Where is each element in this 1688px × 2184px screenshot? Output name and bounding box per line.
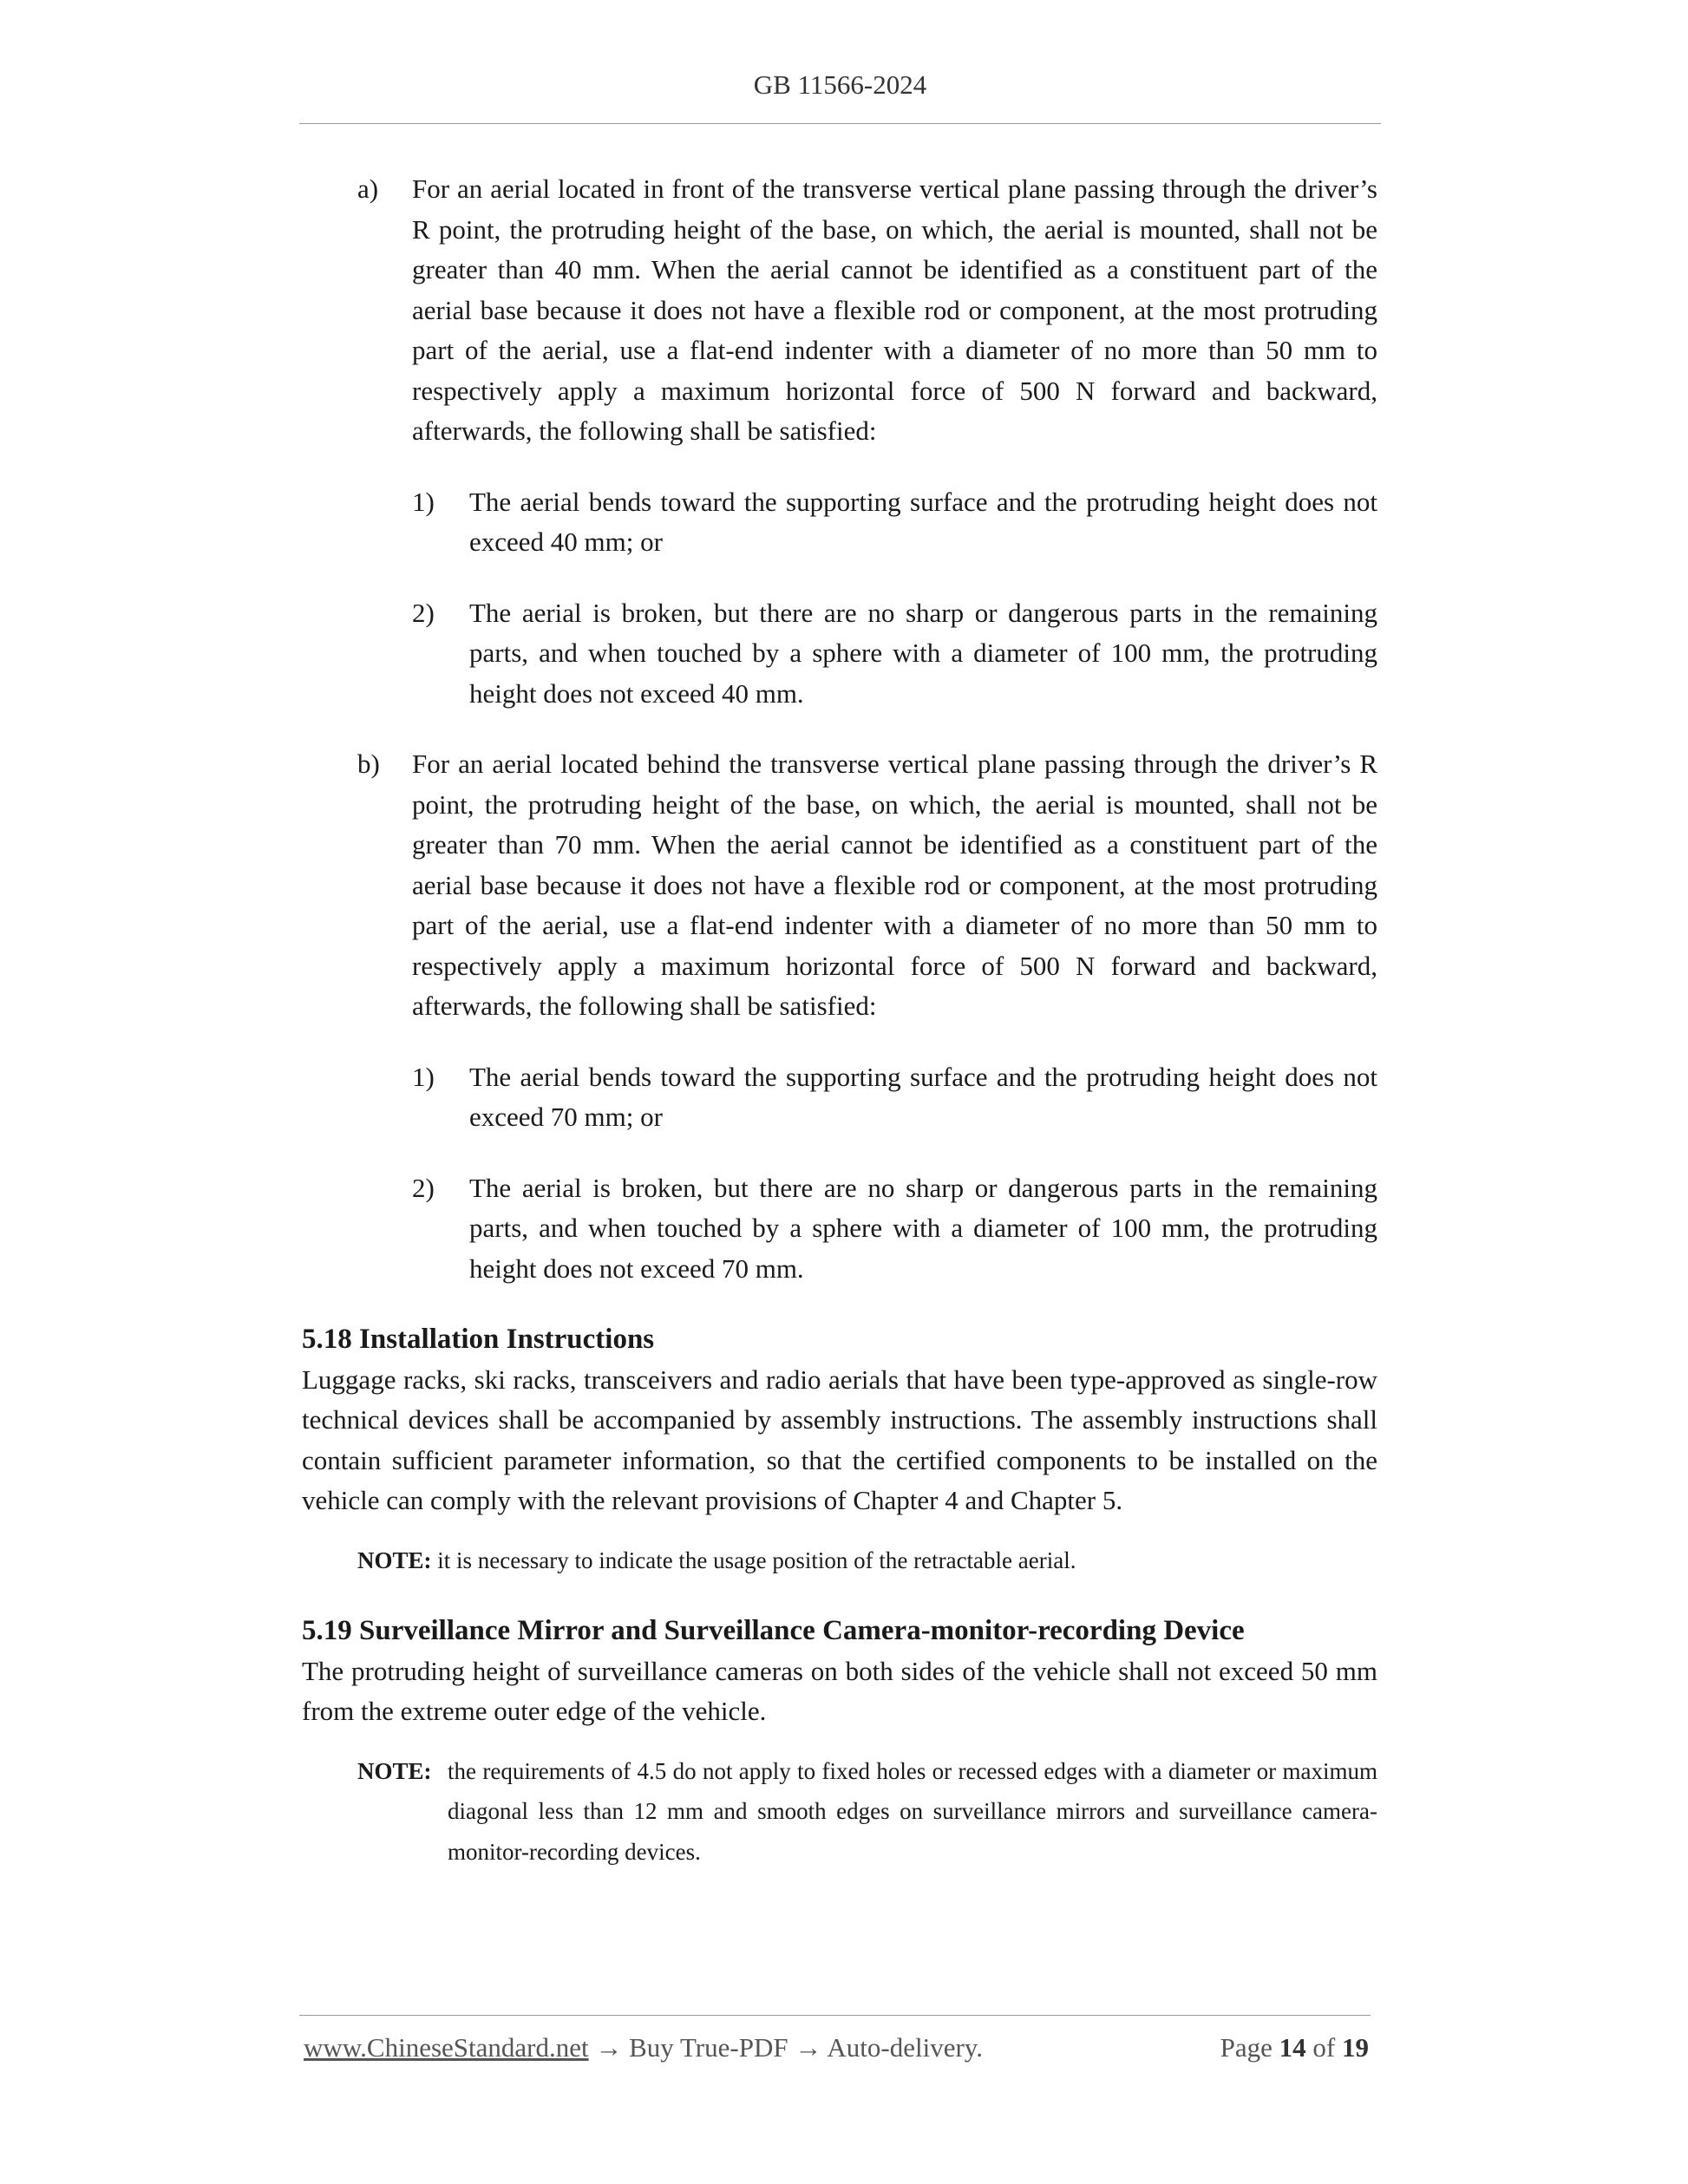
section-heading-5-19: 5.19 Surveillance Mirror and Surveillance Camera-monitor-recording Device [302,1615,1245,1646]
buy-text: Buy True-PDF [629,2032,788,2063]
page-label: Page [1220,2032,1273,2063]
page-number [1220,2032,1369,2063]
sub-marker: 1) [412,486,435,517]
sub-item-b2 [302,1168,1377,1290]
section-paragraph-5-19: The protruding height of surveillance cameras on both sides of the vehicle shall not exceed 50 mm from the extreme outer edge of the vehicle. [302,1655,1377,1726]
sub-item-a2 [302,593,1377,715]
page-header: GB 11566-2024 [753,69,927,100]
of-label: of [1312,2032,1336,2063]
note-label: NOTE: [357,1757,432,1784]
note-text: it is necessary to indicate the usage position of the retractable aerial. [437,1546,1076,1573]
list-item-a [302,169,1377,452]
section-paragraph-5-18: Luggage racks, ski racks, transceivers and radio aerials that have been type-approved as single-row technical devices shall be accompanied by assembly instructions. The assembly instructions shall contain sufficient parameter information, so that the certified components to be installed on the vehicle can comply with the relevant provisions of Chapter 4 and Chapter 5. [302,1363,1377,1515]
total-pages: 19 [1342,2032,1369,2063]
document-body [302,169,1377,1872]
list-marker: b) [357,749,380,779]
note-label: NOTE: [357,1546,432,1573]
footer-divider [299,2015,1371,2016]
website-link[interactable]: www.ChineseStandard.net [304,2032,589,2063]
sub-marker: 2) [412,597,435,628]
sub-item-text: The aerial is broken, but there are no sharp or dangerous parts in the remaining parts, and when touched by a sphere with a diameter of 100 mm, the protruding height does not exceed 70 mm. [469,1172,1377,1284]
note-text: the requirements of 4.5 do not apply to fixed holes or recessed edges with a diameter or maximum diagonal less than 12 mm and smooth edges on surveillance mirrors and surveillance camera-monitor-recording devices. [448,1757,1377,1865]
list-item-text: For an aerial located behind the transverse vertical plane passing through the driver’s R point, the protruding height of the base, on which, the aerial is mounted, shall not be greater than 70 mm. When the aerial cannot be identified as a constituent part of the aerial base because it does not have a flexible rod or component, at the most protruding part of the aerial, use a flat-end indenter with a diameter of no more than 50 mm to respectively apply a maximum horizontal force of 500 N forward and backward, afterwards, the following shall be satisfied: [412,749,1377,1021]
sub-item-text: The aerial is broken, but there are no sharp or dangerous parts in the remaining parts, and when touched by a sphere with a diameter of 100 mm, the protruding height does not exceed 40 mm. [469,597,1377,709]
sub-item-b1 [302,1057,1377,1138]
current-page: 14 [1279,2032,1306,2063]
header-divider [299,123,1381,124]
note-5-18 [302,1540,1377,1581]
list-item-text: For an aerial located in front of the transverse vertical plane passing through the driver’s R point, the protruding height of the base, on which, the aerial is mounted, shall not be greater than 40 mm. When the aerial cannot be identified as a constituent part of the aerial base because it does not have a flexible rod or component, at the most protruding part of the aerial, use a flat-end indenter with a diameter of no more than 50 mm to respectively apply a maximum horizontal force of 500 N forward and backward, afterwards, the following shall be satisfied: [412,173,1377,446]
sub-item-text: The aerial bends toward the supporting surface and the protruding height does not exceed 70 mm; or [469,1061,1377,1132]
delivery-text: Auto-delivery. [827,2032,984,2063]
arrow-icon: → [595,2032,623,2063]
note-5-19 [302,1751,1377,1873]
list-item-b [302,744,1377,1027]
sub-item-a1 [302,482,1377,563]
arrow-icon: → [795,2032,822,2063]
section-heading-5-18: 5.18 Installation Instructions [302,1324,655,1355]
page-footer [304,2032,1369,2063]
sub-marker: 2) [412,1172,435,1203]
sub-marker: 1) [412,1061,435,1092]
list-marker: a) [357,173,379,204]
sub-item-text: The aerial bends toward the supporting surface and the protruding height does not exceed 40 mm; or [469,486,1377,557]
